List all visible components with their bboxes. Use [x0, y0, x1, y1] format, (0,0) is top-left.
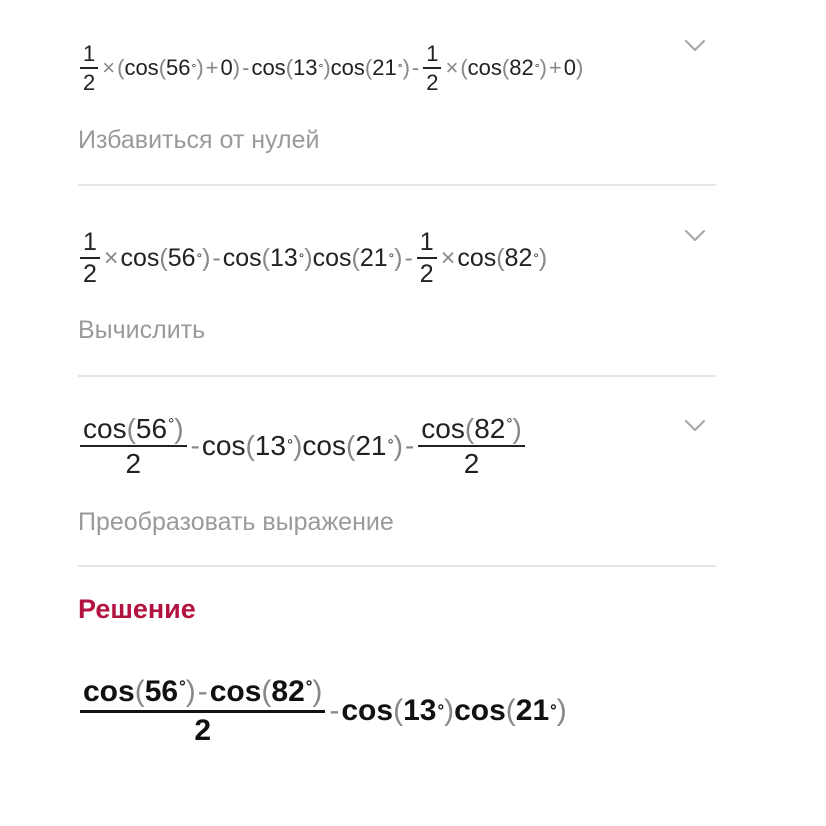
solution-title: Решение [78, 594, 196, 624]
fraction-one-half: $\frac{1}{2}$ [80, 229, 100, 288]
step-3-description: Преобразовать выражение [78, 508, 394, 536]
divider [78, 375, 716, 377]
chevron-down-icon[interactable] [684, 418, 706, 434]
step-2-formula: $\frac{1}{2}$ × cos ( 56 ° ) - cos ( 13 ° ) cos ( 21 ° ) - $\frac{1}{2}$ × cos ( 82 ° ) [78, 226, 547, 290]
chevron-down-icon[interactable] [684, 228, 706, 244]
fraction-one-half: $\frac{1}{2}$ [80, 42, 98, 94]
solution-formula: $\frac{\cos(56^\circ)-\cos(82^\circ)}{2}$ - cos ( 13 ° ) cos ( 21 ° ) [78, 676, 567, 746]
step-1-description: Избавиться от нулей [78, 126, 320, 154]
fraction-cos-difference-over-2: $\frac{\cos(56^\circ)-\cos(82^\circ)}{2}$ [80, 676, 325, 746]
fraction-one-half: $\frac{1}{2}$ [417, 229, 437, 288]
divider [78, 565, 716, 567]
step-2-description: Вычислить [78, 316, 206, 344]
step-3-formula: $\frac{\cos(56^\circ)}{2}$ - cos ( 13 ° ) cos ( 21 ° ) - $\frac{\cos(82^\circ)}{2}$ [78, 406, 527, 486]
fraction-cos-56-over-2: $\frac{\cos(56^\circ)}{2}$ [80, 414, 187, 479]
fraction-one-half: $\frac{1}{2}$ [423, 42, 441, 94]
fraction-cos-82-over-2: $\frac{\cos(82^\circ)}{2}$ [418, 414, 525, 479]
divider [78, 184, 716, 186]
step-1-formula: $\frac{1}{2}$ × ( cos ( 56 ° ) + 0 ) - cos ( 13 ° ) cos ( 21 ° ) - $\frac{1}{2}$ × ( cos ( 82 ° ) + 0 ) [78, 36, 583, 100]
chevron-down-icon[interactable] [684, 38, 706, 54]
